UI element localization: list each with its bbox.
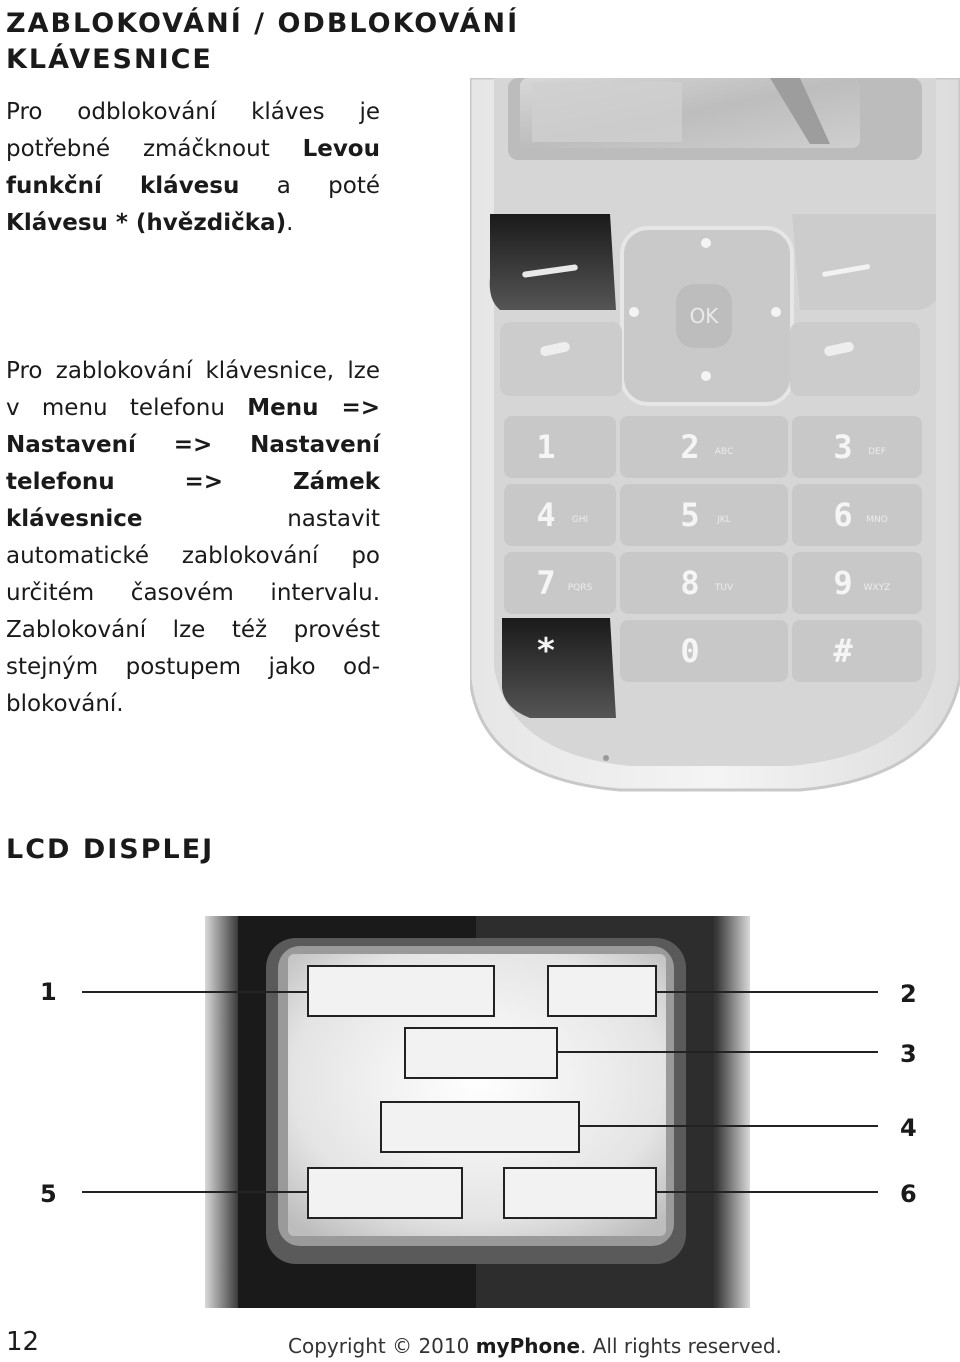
text-fragment: Pro odblokování kláves je potřebné zmáčknout [6,99,380,162]
key-letters-label: PQRS [567,583,593,593]
key-digit-label: 6 [833,496,853,534]
lcd-display-diagram [0,916,960,1311]
key-letters-label: ABC [714,447,734,457]
callout-label-4: 4 [900,1114,917,1142]
section-title-keypad-lock: ZABLOKOVÁNÍ / ODBLOKOVÁNÍ KLÁVESNICE [6,8,520,75]
paragraph-lock-instructions [6,353,380,723]
copyright-prefix: Copyright © 2010 [288,1334,476,1358]
paragraph-unlock-instructions [6,94,380,242]
key-0 [620,620,788,682]
key-letters-label: MNO [866,515,888,525]
key-letters-label: JKL [717,515,731,525]
key-digit-label: 8 [680,564,700,602]
key-digit-label: 7 [536,564,556,602]
bold-term-menu-path: Menu => Nastavení => Nastavení telefonu => Zámek klávesnice [6,395,380,532]
text-fragment: nastavit automatické zablokování po určitém časovém intervalu. Zablokování lze též provést stejným postupem jako odblokování. [6,506,380,717]
key-3 [792,416,922,478]
callout-label-2: 2 [900,980,917,1008]
key-digit-label: 5 [680,496,700,534]
section-title-lcd: LCD DISPLEJ [6,834,215,865]
key-digit-label: 0 [680,632,700,670]
key-1 [504,416,616,478]
text-fragment: . [286,210,294,236]
key-letters-label: DEF [868,447,886,457]
key-letters-label: GHI [571,515,589,525]
key-5 [620,484,788,546]
key-digit-label: 3 [833,428,853,466]
key-9 [792,552,922,614]
text-fragment: a poté [239,173,380,199]
key-6 [792,484,922,546]
key-digit-label: * [535,631,557,671]
key-digit-label: 9 [833,564,853,602]
key-7 [504,552,616,614]
copyright-notice [288,1332,782,1360]
bold-term-star-key: Klávesu * (hvězdička) [6,210,287,236]
key-2 [620,416,788,478]
brand-name: myPhone [475,1334,581,1358]
phone-keypad-illustration [470,78,960,798]
text-fragment: Pro zablokování klávesnice, lze v menu telefonu [6,358,380,421]
key-digit-label: 2 [680,428,700,466]
key-4 [504,484,616,546]
bold-term-left-softkey: Levou funkční klávesu [6,136,380,199]
callout-label-5: 5 [40,1180,57,1208]
key-letters-label: TUV [714,583,734,593]
copyright-suffix: . All rights reserved. [580,1334,782,1358]
key-digit-label: # [833,632,853,670]
key-8 [620,552,788,614]
key-digit-label: 4 [536,496,556,534]
key-hash [792,620,922,682]
key-digit-label: 1 [536,428,556,466]
callout-label-1: 1 [40,978,57,1006]
key-letters-label: WXYZ [863,583,891,593]
callout-label-6: 6 [900,1180,917,1208]
page-number: 12 [6,1327,40,1357]
callout-label-3: 3 [900,1040,917,1068]
ok-key-label: OK [689,304,719,328]
